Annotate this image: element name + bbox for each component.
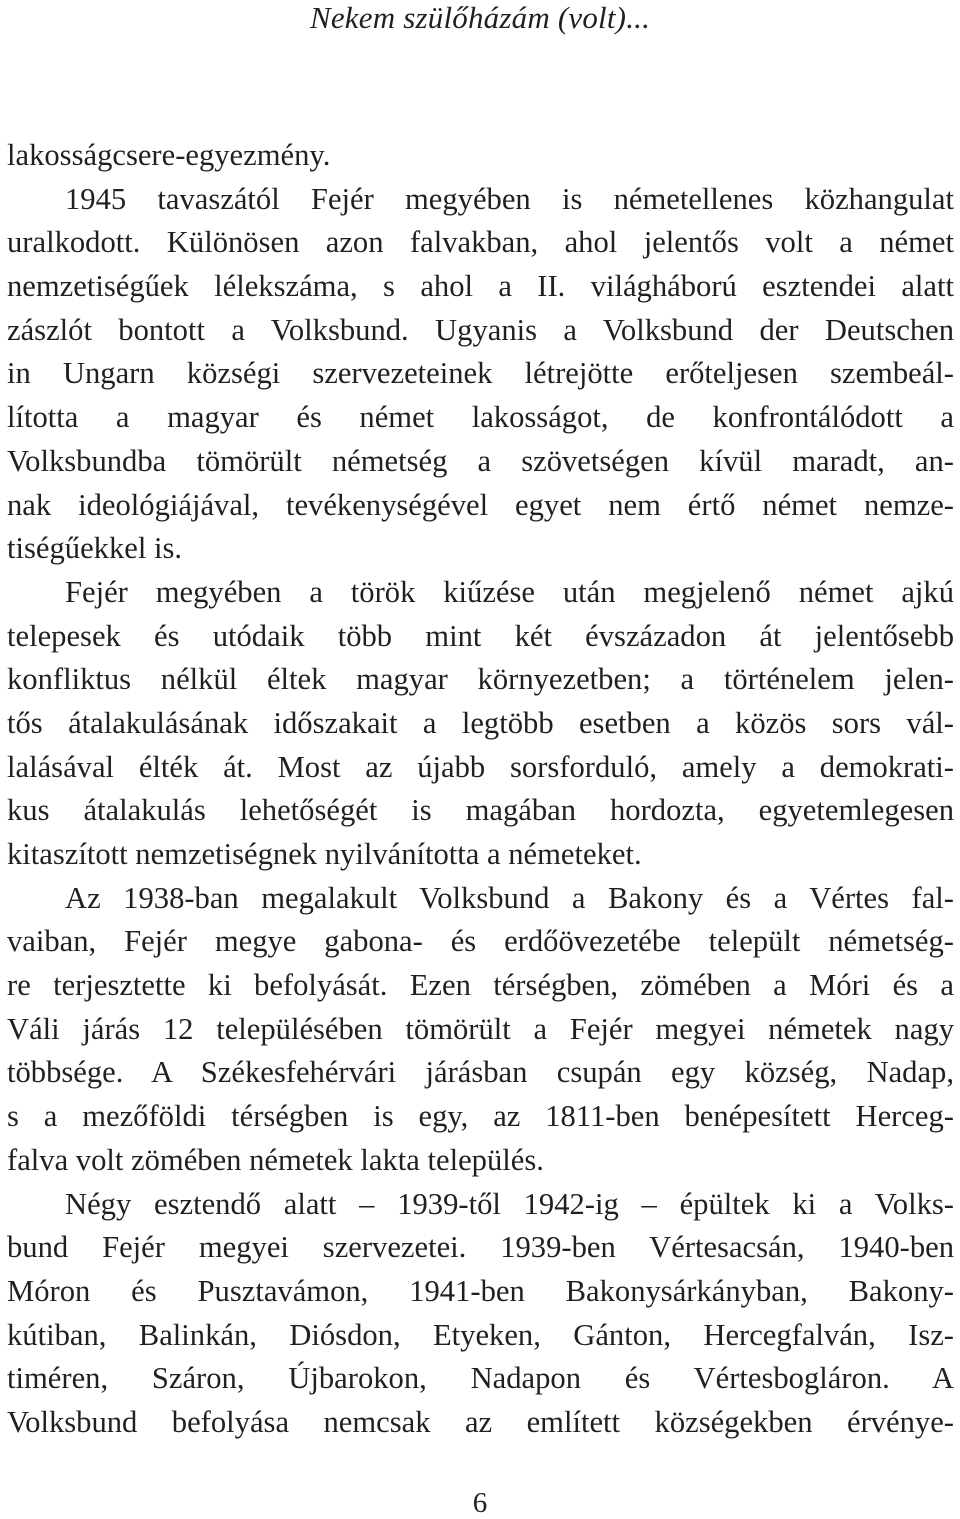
text-line: Váli járás 12 településében tömörült a Fejér megyei németek nagy [7,1011,954,1046]
text-line: kútiban, Balinkán, Diósdon, Etyeken, Gánton, Hercegfalván, Isz- [7,1317,954,1352]
paragraph [7,1183,954,1445]
text-line: 1945 tavaszától Fejér megyében is németellenes közhangulat [65,181,954,216]
paragraph [7,877,954,1183]
text-line: telepesek és utódaik több mint két évszázadon át jelentősebb [7,618,954,653]
text-line: Négy esztendő alatt – 1939-től 1942-ig – épültek ki a Volks- [65,1186,954,1221]
text-line: Móron és Pusztavámon, 1941-ben Bakonysárkányban, Bakony- [7,1273,954,1308]
text-line: Fejér megyében a török kiűzése után megjelenő német ajkú [65,574,954,609]
text-line: Volksbundba tömörült németség a szövetségen kívül maradt, an- [7,443,954,478]
text-line: in Ungarn községi szervezeteinek létrejötte erőteljesen szembeál- [7,356,954,391]
text-line: falva volt zömében németek lakta település. [7,1142,544,1177]
text-line: lakosságcsere-egyezmény. [7,138,331,172]
text-line: lította a magyar és német lakosságot, de konfrontálódott a [7,400,954,435]
text-line: Volksbund befolyása nemcsak az említett községekben érvénye- [7,1404,954,1439]
running-head: Nekem szülőházám (volt)... [309,0,651,35]
text-line: Az 1938-ban megalakult Volksbund a Bakony és a Vértes fal- [65,880,954,915]
paragraph [7,571,954,877]
text-line: lalásával élték át. Most az újabb sorsforduló, amely a demokrati- [7,749,954,784]
text-line: zászlót bontott a Volksbund. Ugyanis a Volksbund der Deutschen [7,312,954,347]
paragraph [7,178,954,571]
page-number: 6 [472,1487,488,1519]
text-line: tiségűekkel is. [7,531,183,566]
text-line: kitaszított nemzetiségnek nyilvánította a németeket. [7,837,642,871]
text-line: uralkodott. Különösen azon falvakban, ahol jelentős volt a német [7,225,954,260]
text-line: tős átalakulásának időszakait a legtöbb esetben a közös sors vál- [7,705,954,740]
text-line: vaiban, Fejér megye gabona- és erdőövezetébe települt németség- [7,924,954,959]
text-line: nemzetiségűek lélekszáma, s ahol a II. világháború esztendei alatt [7,269,954,304]
text-line: többsége. A Székesfehérvári járásban csupán egy község, Nadap, [7,1055,954,1090]
paragraph [7,134,954,178]
text-line: kus átalakulás lehetőségét is magában hordozta, egyetemlegesen [7,793,954,828]
text-line: re terjesztette ki befolyását. Ezen térségben, zömében a Móri és a [7,968,954,1003]
text-line: s a mezőföldi térségben is egy, az 1811-ben benépesített Herceg- [7,1099,954,1134]
text-line: bund Fejér megyei szervezetei. 1939-ben Vértesacsán, 1940-ben [7,1230,954,1265]
text-line: konfliktus nélkül éltek magyar környezetben; a történelem jelen- [7,662,954,697]
body-text [7,134,954,1445]
text-line: nak ideológiájával, tevékenységével egyet nem értő német nemze- [7,487,954,522]
text-line: timéren, Száron, Újbarokon, Nadapon és Vértesbogláron. A [7,1361,954,1396]
